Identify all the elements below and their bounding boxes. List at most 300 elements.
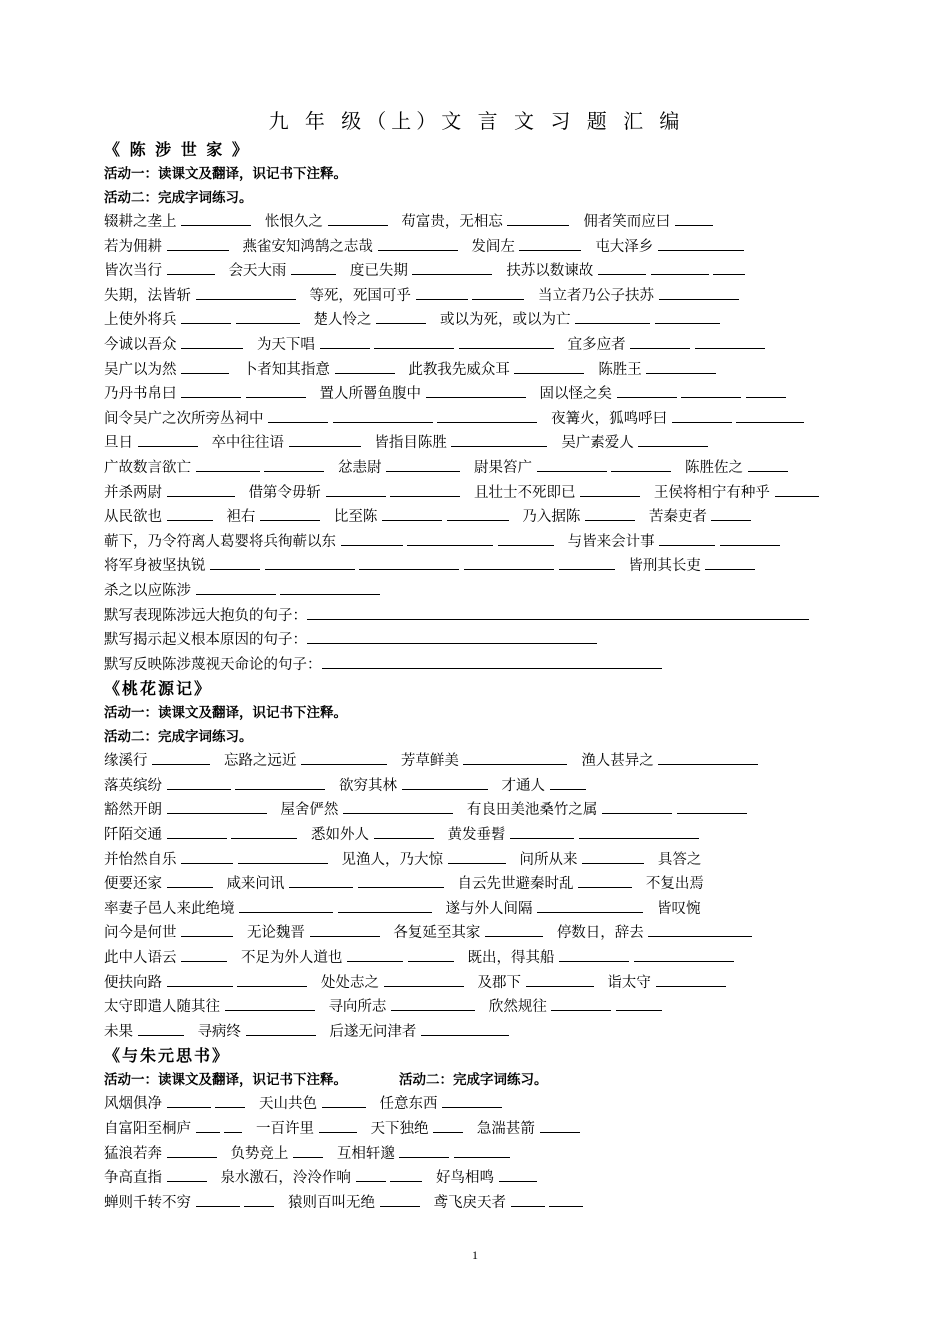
answer-blank[interactable] xyxy=(291,260,336,275)
term-text: 寻向所志 xyxy=(328,999,387,1016)
term-text: 固以怪之矣 xyxy=(539,386,612,403)
answer-blank[interactable] xyxy=(335,359,395,374)
term-text: 会天大雨 xyxy=(228,263,287,280)
answer-blank[interactable] xyxy=(720,531,780,546)
answer-blank[interactable] xyxy=(268,408,328,423)
answer-blank[interactable] xyxy=(464,555,554,570)
term-text: 间令吴广之次所旁丛祠中 xyxy=(104,410,264,427)
term-text: 泉水激石，泠泠作响 xyxy=(220,1170,351,1187)
answer-blank[interactable] xyxy=(374,824,434,839)
term-text: 上使外将兵 xyxy=(104,312,177,329)
answer-blank[interactable] xyxy=(390,1167,422,1182)
term-text: 处处志之 xyxy=(321,974,380,991)
answer-blank[interactable] xyxy=(307,629,597,644)
term-text: 吴广素爱人 xyxy=(561,435,634,452)
term-text: 忿恚尉 xyxy=(338,459,382,476)
answer-blank[interactable] xyxy=(655,309,720,324)
term-text: 互相轩邈 xyxy=(336,1145,395,1162)
answer-blank[interactable] xyxy=(510,824,574,839)
term-text: 自云先世避秦时乱 xyxy=(457,876,574,893)
answer-blank[interactable] xyxy=(343,799,453,814)
answer-blank[interactable] xyxy=(575,309,650,324)
term-text: 乃入据陈 xyxy=(522,509,581,526)
answer-blank[interactable] xyxy=(167,824,227,839)
term-text: 此教我先威众耳 xyxy=(408,361,510,378)
term-text: 任意东西 xyxy=(379,1096,438,1113)
term-text: 豁然开朗 xyxy=(104,802,162,819)
answer-blank[interactable] xyxy=(579,824,699,839)
term-text: 黄发垂髫 xyxy=(447,827,506,844)
answer-blank[interactable] xyxy=(582,849,644,864)
term-text: 卒中往往语 xyxy=(211,435,284,452)
answer-blank[interactable] xyxy=(196,1192,240,1207)
answer-blank[interactable] xyxy=(526,972,594,987)
term-text: 广故数言欲亡 xyxy=(104,459,191,476)
answer-blank[interactable] xyxy=(402,775,488,790)
answer-blank[interactable] xyxy=(225,996,315,1011)
answer-blank[interactable] xyxy=(537,457,607,472)
document-title: 九 年 级（上）文 言 文 习 题 汇 编 xyxy=(268,109,685,133)
answer-blank[interactable] xyxy=(244,1192,274,1207)
term-text: 袒右 xyxy=(226,509,256,526)
answer-blank[interactable] xyxy=(399,1143,449,1158)
answer-blank[interactable] xyxy=(437,408,537,423)
term-text: 落英缤纷 xyxy=(104,777,162,794)
answer-blank[interactable] xyxy=(289,873,353,888)
term-text: 欣然规往 xyxy=(488,999,547,1016)
term-text: 寻病终 xyxy=(197,1023,241,1040)
exercise-row xyxy=(104,1166,849,1191)
term-text: 当立者乃公子扶苏 xyxy=(537,287,654,304)
term-text: 缘溪行 xyxy=(104,753,148,770)
exercise-row xyxy=(104,382,849,407)
answer-blank[interactable] xyxy=(447,506,509,521)
answer-blank[interactable] xyxy=(301,750,387,765)
exercise-row xyxy=(104,235,849,260)
dictation-prompt: 默写表现陈涉远大抱负的句子： xyxy=(104,607,307,624)
term-text: 屋舍俨然 xyxy=(280,802,339,819)
exercise-row xyxy=(104,1117,849,1142)
term-text: 此中人语云 xyxy=(104,950,177,967)
answer-blank[interactable] xyxy=(326,482,386,497)
answer-blank[interactable] xyxy=(310,922,380,937)
answer-blank[interactable] xyxy=(537,898,643,913)
answer-blank[interactable] xyxy=(651,260,709,275)
exercise-row xyxy=(104,1191,849,1216)
answer-blank[interactable] xyxy=(550,775,586,790)
answer-blank[interactable] xyxy=(236,309,300,324)
answer-blank[interactable] xyxy=(519,236,581,251)
term-text: 发闾左 xyxy=(471,238,515,255)
answer-blank[interactable] xyxy=(416,285,468,300)
answer-blank[interactable] xyxy=(356,1167,386,1182)
term-text: 具答之 xyxy=(657,851,702,868)
answer-blank[interactable] xyxy=(167,775,231,790)
term-text: 问今是何世 xyxy=(104,925,177,942)
exercise-row xyxy=(104,505,849,530)
answer-blank[interactable] xyxy=(167,482,235,497)
answer-blank[interactable] xyxy=(611,457,671,472)
term-text: 楚人怜之 xyxy=(313,312,372,329)
term-text: 有良田美池桑竹之属 xyxy=(466,802,598,819)
exercise-row xyxy=(104,774,849,799)
exercise-row xyxy=(104,481,849,506)
answer-blank[interactable] xyxy=(713,260,745,275)
term-text: 不足为外人道也 xyxy=(240,950,343,967)
section-rows xyxy=(104,1092,849,1215)
exercise-row xyxy=(104,333,849,358)
answer-blank[interactable] xyxy=(648,922,752,937)
term-text: 并怡然自乐 xyxy=(104,851,177,868)
page-number: 1 xyxy=(472,1248,478,1262)
answer-blank[interactable] xyxy=(322,1093,366,1108)
term-text: 后遂无问津者 xyxy=(329,1023,417,1040)
term-text: 咸来问讯 xyxy=(226,876,285,893)
answer-blank[interactable] xyxy=(181,947,227,962)
activity-line: 活动二：完成字词练习。 xyxy=(104,190,253,206)
dictation-prompt: 默写揭示起义根本原因的句子： xyxy=(104,632,307,649)
term-text: 并杀两尉 xyxy=(104,484,162,501)
answer-blank[interactable] xyxy=(514,359,584,374)
answer-blank[interactable] xyxy=(167,873,213,888)
term-text: 等死，死国可乎 xyxy=(309,287,411,304)
answer-blank[interactable] xyxy=(711,506,751,521)
answer-blank[interactable] xyxy=(380,1192,420,1207)
answer-blank[interactable] xyxy=(658,750,758,765)
term-text: 失期，法皆斩 xyxy=(104,287,191,304)
answer-blank[interactable] xyxy=(585,506,635,521)
answer-blank[interactable] xyxy=(408,947,454,962)
answer-blank[interactable] xyxy=(390,482,460,497)
term-text: 问所从来 xyxy=(519,851,578,868)
term-text: 猛浪若奔 xyxy=(104,1145,162,1162)
term-text: 未果 xyxy=(104,1023,133,1040)
term-text: 将军身被坚执锐 xyxy=(104,558,206,575)
exercise-row xyxy=(104,1092,849,1117)
answer-blank[interactable] xyxy=(598,260,646,275)
answer-blank[interactable] xyxy=(196,1118,220,1133)
answer-blank[interactable] xyxy=(511,1192,545,1207)
answer-blank[interactable] xyxy=(677,799,747,814)
term-text: 卜者知其指意 xyxy=(242,361,330,378)
exercise-row xyxy=(104,530,849,555)
term-text: 争高直指 xyxy=(104,1170,162,1187)
answer-blank[interactable] xyxy=(280,580,380,595)
answer-blank[interactable] xyxy=(442,1093,502,1108)
answer-blank[interactable] xyxy=(181,211,251,226)
term-text: 今诚以吾众 xyxy=(104,336,177,353)
term-text: 自富阳至桐庐 xyxy=(104,1121,191,1137)
answer-blank[interactable] xyxy=(359,555,459,570)
answer-blank[interactable] xyxy=(454,1143,510,1158)
term-text: 陈胜佐之 xyxy=(685,459,744,476)
answer-blank[interactable] xyxy=(238,849,328,864)
term-text: 渔人甚异之 xyxy=(581,753,654,770)
term-text: 辍耕之垄上 xyxy=(104,214,177,230)
activity-line xyxy=(104,1068,849,1092)
exercise-row xyxy=(104,971,849,996)
section-title: 《桃花源记》 xyxy=(104,679,213,699)
answer-blank[interactable] xyxy=(656,972,726,987)
exercise-row xyxy=(104,259,849,284)
exercise-row xyxy=(104,407,849,432)
term-text: 若为佣耕 xyxy=(104,238,162,255)
activity-line: 活动二：完成字词练习。 xyxy=(104,729,253,746)
answer-blank[interactable] xyxy=(448,849,506,864)
answer-blank[interactable] xyxy=(167,1143,217,1158)
answer-blank[interactable] xyxy=(391,996,475,1011)
dictation-line xyxy=(104,604,849,629)
term-text: 天下独绝 xyxy=(370,1121,429,1137)
term-text: 夜篝火，狐鸣呼曰 xyxy=(551,410,668,427)
exercise-row xyxy=(104,872,849,897)
answer-blank[interactable] xyxy=(695,334,765,349)
answer-blank[interactable] xyxy=(328,211,388,226)
term-text: 置人所罾鱼腹中 xyxy=(319,386,422,403)
term-text: 皆刑其长吏 xyxy=(628,558,701,575)
exercise-row xyxy=(104,284,849,309)
term-text: 与皆来会计事 xyxy=(567,533,655,550)
term-text: 王侯将相宁有种乎 xyxy=(653,484,770,501)
answer-blank[interactable] xyxy=(646,359,716,374)
answer-blank[interactable] xyxy=(378,236,458,251)
term-text: 皆次当行 xyxy=(104,263,162,280)
answer-blank[interactable] xyxy=(638,432,708,447)
answer-blank[interactable] xyxy=(498,531,554,546)
exercise-row xyxy=(104,579,849,604)
answer-blank[interactable] xyxy=(617,383,677,398)
term-text: 扶苏以数谏故 xyxy=(506,263,594,280)
activity-two: 活动二：完成字词练习。 xyxy=(399,1072,548,1089)
term-text: 宜多应者 xyxy=(567,336,626,353)
answer-blank[interactable] xyxy=(224,1118,242,1133)
term-text: 悉如外人 xyxy=(311,827,370,844)
term-text: 皆指目陈胜 xyxy=(374,435,447,452)
answer-blank[interactable] xyxy=(235,775,325,790)
answer-blank[interactable] xyxy=(775,482,819,497)
section-title: 《 陈 涉 世 家 》 xyxy=(104,140,250,159)
exercise-row xyxy=(104,848,849,873)
answer-blank[interactable] xyxy=(675,211,713,226)
document-page xyxy=(104,108,849,1215)
term-text: 怅恨久之 xyxy=(264,214,323,230)
answer-blank[interactable] xyxy=(736,408,804,423)
term-text: 比至陈 xyxy=(333,509,378,526)
answer-blank[interactable] xyxy=(231,824,297,839)
answer-blank[interactable] xyxy=(659,285,739,300)
section-rows xyxy=(104,210,849,604)
term-text: 鸢飞戾天者 xyxy=(433,1194,506,1211)
term-text: 为天下唱 xyxy=(256,336,315,353)
term-text: 陈胜王 xyxy=(598,361,642,378)
term-text: 从民欲也 xyxy=(104,509,162,526)
activity-one: 活动一：读课文及翻译，识记书下注释。 xyxy=(104,1072,347,1089)
answer-blank[interactable] xyxy=(322,654,662,669)
section-title: 《与朱元思书》 xyxy=(104,1046,231,1066)
term-text: 尉果笞广 xyxy=(473,459,532,476)
answer-blank[interactable] xyxy=(672,408,732,423)
answer-blank[interactable] xyxy=(181,334,243,349)
answer-blank[interactable] xyxy=(196,580,276,595)
answer-blank[interactable] xyxy=(196,457,260,472)
term-text: 负势竞上 xyxy=(230,1145,289,1162)
answer-blank[interactable] xyxy=(167,799,267,814)
answer-blank[interactable] xyxy=(459,334,554,349)
answer-blank[interactable] xyxy=(540,1118,580,1133)
answer-blank[interactable] xyxy=(658,236,744,251)
term-text: 蝉则千转不穷 xyxy=(104,1194,191,1211)
term-text: 见渔人，乃大惊 xyxy=(341,851,444,868)
section-rows xyxy=(104,749,849,1044)
answer-blank[interactable] xyxy=(499,1167,537,1182)
answer-blank[interactable] xyxy=(246,383,306,398)
answer-blank[interactable] xyxy=(307,605,809,620)
term-text: 杀之以应陈涉 xyxy=(104,582,191,599)
exercise-row xyxy=(104,798,849,823)
term-text: 或以为死，或以为亡 xyxy=(439,312,571,329)
term-text: 屯大泽乡 xyxy=(595,238,654,255)
answer-blank[interactable] xyxy=(265,555,355,570)
answer-blank[interactable] xyxy=(407,531,493,546)
answer-blank[interactable] xyxy=(681,383,741,398)
answer-blank[interactable] xyxy=(333,408,433,423)
answer-blank[interactable] xyxy=(549,1192,583,1207)
answer-blank[interactable] xyxy=(246,1021,316,1036)
answer-blank[interactable] xyxy=(181,849,233,864)
exercise-row xyxy=(104,946,849,971)
term-text: 既出，得其船 xyxy=(467,950,555,967)
answer-blank[interactable] xyxy=(705,555,755,570)
answer-blank[interactable] xyxy=(659,531,715,546)
term-text: 阡陌交通 xyxy=(104,827,162,844)
answer-blank[interactable] xyxy=(507,211,569,226)
exercise-row xyxy=(104,456,849,481)
term-text: 苦秦吏者 xyxy=(648,509,707,526)
answer-blank[interactable] xyxy=(181,922,233,937)
answer-blank[interactable] xyxy=(215,1093,245,1108)
term-text: 燕雀安知鸿鹄之志哉 xyxy=(242,238,373,255)
answer-blank[interactable] xyxy=(602,799,672,814)
answer-blank[interactable] xyxy=(616,996,662,1011)
answer-blank[interactable] xyxy=(320,334,370,349)
answer-blank[interactable] xyxy=(210,555,260,570)
answer-blank[interactable] xyxy=(358,873,444,888)
activity-line: 活动一：读课文及翻译，识记书下注释。 xyxy=(104,705,347,722)
answer-blank[interactable] xyxy=(167,1167,207,1182)
answer-blank[interactable] xyxy=(463,750,567,765)
answer-blank[interactable] xyxy=(451,432,547,447)
answer-blank[interactable] xyxy=(578,873,632,888)
term-text: 便要还家 xyxy=(104,876,162,893)
answer-blank[interactable] xyxy=(580,482,640,497)
term-text: 吴广以为然 xyxy=(104,361,177,378)
term-text: 且壮士不死即已 xyxy=(473,484,576,501)
answer-blank[interactable] xyxy=(167,1093,211,1108)
answer-blank[interactable] xyxy=(634,947,734,962)
answer-blank[interactable] xyxy=(746,383,786,398)
answer-blank[interactable] xyxy=(237,972,307,987)
term-text: 风烟俱净 xyxy=(104,1096,162,1113)
answer-blank[interactable] xyxy=(138,432,198,447)
answer-blank[interactable] xyxy=(347,947,403,962)
term-text: 度已失期 xyxy=(349,263,408,280)
answer-blank[interactable] xyxy=(138,1021,184,1036)
term-text: 苟富贵，无相忘 xyxy=(401,214,503,230)
term-text: 欲穷其林 xyxy=(339,777,398,794)
answer-blank[interactable] xyxy=(433,1118,463,1133)
answer-blank[interactable] xyxy=(426,383,526,398)
exercise-row xyxy=(104,431,849,456)
answer-blank[interactable] xyxy=(748,457,788,472)
answer-blank[interactable] xyxy=(181,359,229,374)
answer-blank[interactable] xyxy=(293,1143,323,1158)
answer-blank[interactable] xyxy=(472,285,524,300)
term-text: 诣太守 xyxy=(607,974,651,991)
answer-blank[interactable] xyxy=(630,334,690,349)
term-text: 天山共色 xyxy=(259,1096,318,1113)
answer-blank[interactable] xyxy=(374,334,454,349)
answer-blank[interactable] xyxy=(260,506,320,521)
term-text: 各复延至其家 xyxy=(393,925,481,942)
term-text: 无论魏晋 xyxy=(246,925,305,942)
answer-blank[interactable] xyxy=(181,383,241,398)
term-text: 太守即遣人随其往 xyxy=(104,999,220,1016)
answer-blank[interactable] xyxy=(386,457,460,472)
answer-blank[interactable] xyxy=(289,432,361,447)
term-text: 好鸟相鸣 xyxy=(435,1170,494,1187)
answer-blank[interactable] xyxy=(341,531,403,546)
term-text: 便扶向路 xyxy=(104,974,162,991)
answer-blank[interactable] xyxy=(264,457,324,472)
dictation-line xyxy=(104,653,849,678)
term-text: 蕲下，乃令符离人葛婴将兵徇蕲以东 xyxy=(104,533,336,550)
term-text: 停数日，辞去 xyxy=(556,925,644,942)
term-text: 芳草鲜美 xyxy=(400,753,459,770)
answer-blank[interactable] xyxy=(319,1118,357,1133)
term-text: 旦日 xyxy=(104,435,133,452)
answer-blank[interactable] xyxy=(551,996,611,1011)
answer-blank[interactable] xyxy=(239,898,333,913)
answer-blank[interactable] xyxy=(412,260,492,275)
answer-blank[interactable] xyxy=(376,309,426,324)
answer-blank[interactable] xyxy=(167,236,229,251)
answer-blank[interactable] xyxy=(167,506,213,521)
answer-blank[interactable] xyxy=(382,506,442,521)
answer-blank[interactable] xyxy=(421,1021,509,1036)
answer-blank[interactable] xyxy=(485,922,543,937)
answer-blank[interactable] xyxy=(167,260,215,275)
answer-blank[interactable] xyxy=(384,972,464,987)
dictation-prompt: 默写反映陈涉蔑视天命论的句子： xyxy=(104,656,322,673)
term-text: 猿则百叫无绝 xyxy=(288,1194,376,1211)
answer-blank[interactable] xyxy=(167,972,233,987)
activity-line: 活动一：读课文及翻译，识记书下注释。 xyxy=(104,166,347,182)
term-text: 佣者笑而应曰 xyxy=(583,214,671,230)
answer-blank[interactable] xyxy=(181,309,231,324)
answer-blank[interactable] xyxy=(559,555,615,570)
answer-blank[interactable] xyxy=(559,947,629,962)
exercise-row xyxy=(104,749,849,774)
exercise-row xyxy=(104,554,849,579)
exercise-row xyxy=(104,210,849,235)
term-text: 乃丹书帛曰 xyxy=(104,386,177,403)
exercise-row xyxy=(104,897,849,922)
answer-blank[interactable] xyxy=(196,285,296,300)
exercise-row xyxy=(104,995,849,1020)
term-text: 不复出焉 xyxy=(645,876,704,893)
answer-blank[interactable] xyxy=(338,898,432,913)
answer-blank[interactable] xyxy=(152,750,210,765)
